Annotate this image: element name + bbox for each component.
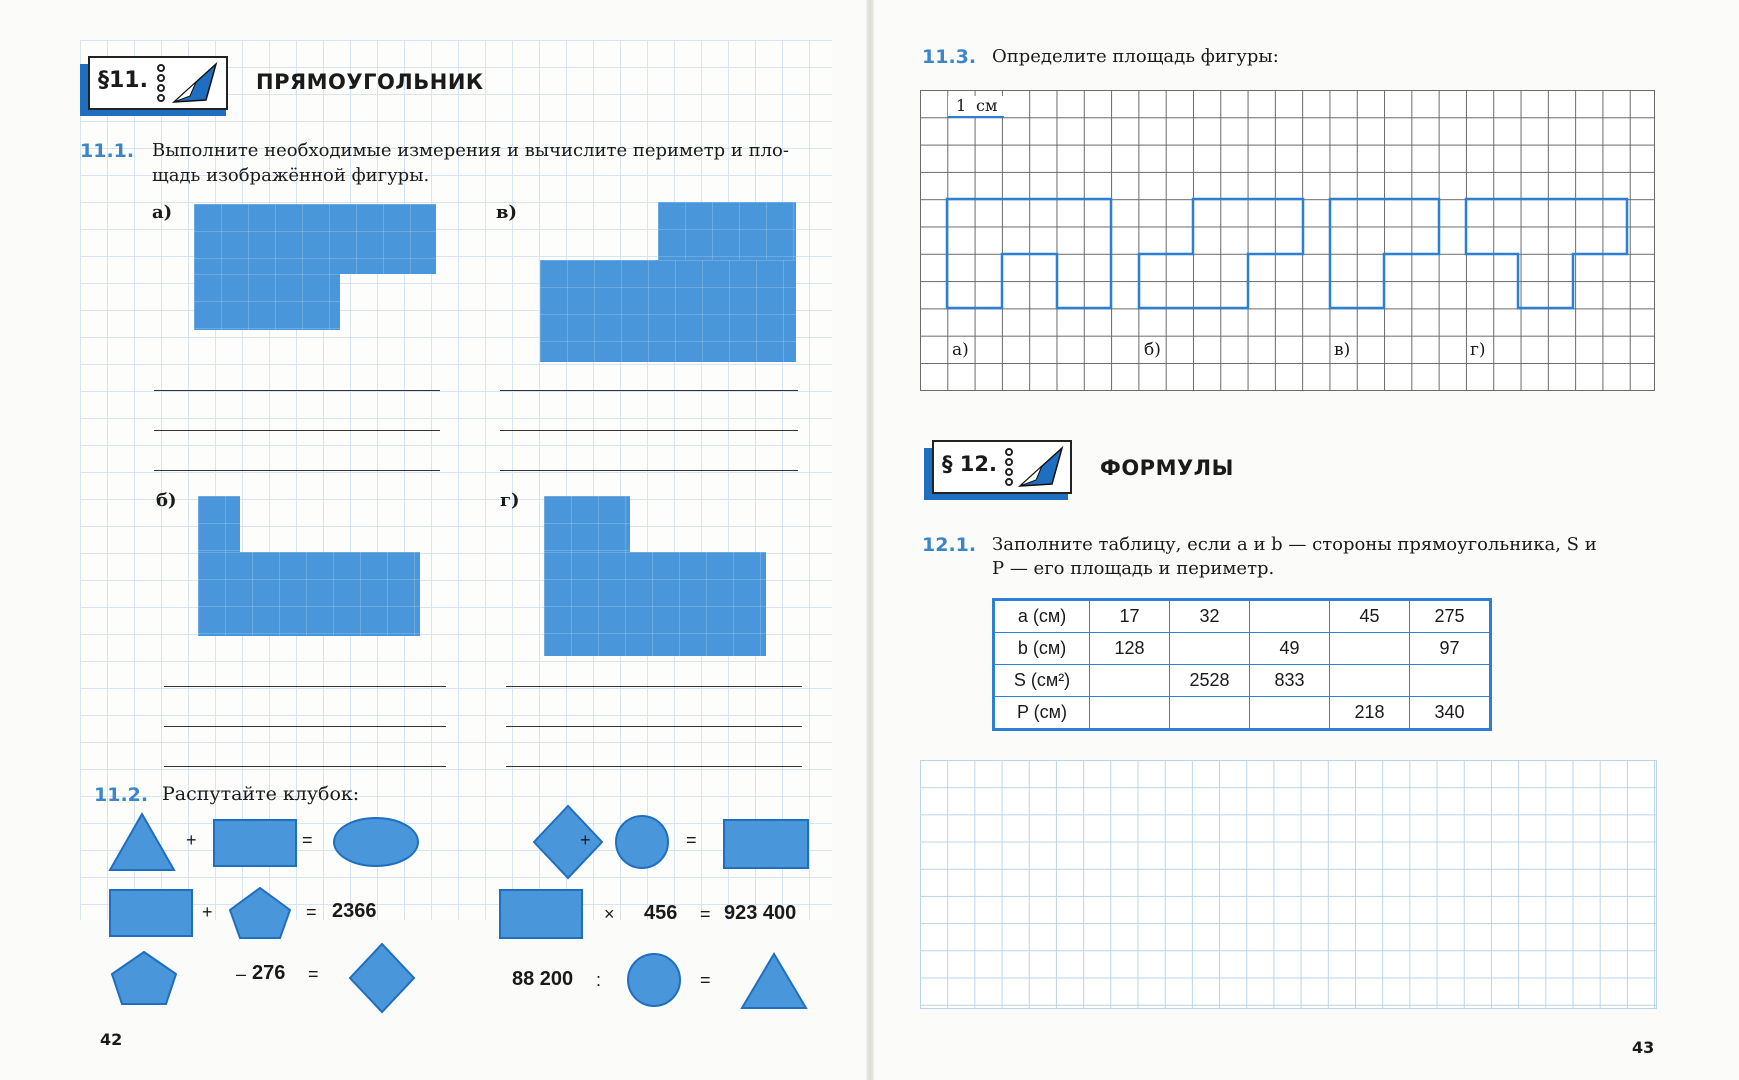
value-923400: 923 400	[724, 902, 797, 924]
table-row	[994, 665, 1491, 697]
figure-11-3-g	[1466, 199, 1627, 308]
rectangle-shape	[214, 820, 296, 866]
label-g: г)	[500, 490, 520, 511]
task-11-3-number: 11.3.	[922, 46, 977, 68]
pentagon-shape	[230, 888, 290, 938]
answer-line[interactable]	[500, 390, 798, 391]
row-header: a (см)	[994, 600, 1090, 633]
op-minus: –	[236, 964, 247, 984]
answer-line[interactable]	[164, 726, 446, 727]
task-11-2-number: 11.2.	[94, 784, 149, 806]
table-cell[interactable]	[1090, 665, 1170, 697]
figure-a-top	[194, 204, 436, 274]
table-cell[interactable]: 17	[1090, 600, 1170, 633]
unit-num: 1	[956, 96, 967, 115]
diamond-shape	[350, 944, 414, 1012]
table-cell[interactable]: 49	[1250, 633, 1330, 665]
op-equals: =	[686, 830, 697, 850]
table-cell[interactable]	[1250, 600, 1330, 633]
spiral-binding-icon	[154, 60, 168, 104]
label-a: а)	[152, 202, 173, 223]
table-cell[interactable]: 32	[1170, 600, 1250, 633]
table-cell[interactable]	[1410, 665, 1491, 697]
rectangle-shape	[724, 820, 808, 868]
table-row	[994, 697, 1491, 730]
op-plus: +	[580, 830, 591, 850]
task-11-3-text: Определите площадь фигуры:	[992, 46, 1279, 67]
area-figures	[920, 90, 1654, 390]
task-11-1-text-line2: щадь изображённой фигуры.	[152, 165, 430, 186]
ellipse-shape	[334, 818, 418, 866]
table-cell[interactable]: 340	[1410, 697, 1491, 730]
table-cell[interactable]: 128	[1090, 633, 1170, 665]
task-12-1-number: 12.1.	[922, 534, 977, 556]
table-cell[interactable]	[1170, 697, 1250, 730]
figure-v-top	[658, 202, 796, 260]
op-colon: :	[596, 970, 602, 990]
op-equals: =	[700, 970, 711, 990]
circle-shape	[628, 954, 680, 1006]
table-cell[interactable]	[1250, 697, 1330, 730]
table-cell[interactable]	[1330, 633, 1410, 665]
diamond-shape	[534, 806, 602, 878]
circle-shape	[616, 816, 668, 868]
triangle-shape	[110, 814, 174, 870]
table-row	[994, 600, 1491, 633]
task-12-1-text-line2: P — его площадь и периметр.	[992, 558, 1275, 579]
figure-b-top	[198, 496, 240, 552]
figure-11-3-b	[1139, 199, 1303, 308]
row-header: S (см²)	[994, 665, 1090, 697]
figure-11-3-v	[1330, 199, 1439, 308]
table-cell[interactable]: 2528	[1170, 665, 1250, 697]
work-grid[interactable]	[920, 760, 1657, 1009]
answer-line[interactable]	[506, 766, 802, 767]
page-number-right: 43	[1632, 1038, 1655, 1057]
label-11-3-a: а)	[952, 340, 969, 360]
op-equals: =	[308, 964, 319, 984]
label-v: в)	[496, 202, 518, 223]
figure-v-bottom	[540, 260, 796, 362]
pentagon-shape	[112, 952, 176, 1004]
spiral-binding-icon	[1002, 444, 1016, 488]
answer-line[interactable]	[506, 686, 802, 687]
figure-a-bottom	[194, 274, 340, 330]
label-11-3-v: в)	[1334, 340, 1351, 360]
table-cell[interactable]	[1330, 665, 1410, 697]
figure-g-bottom	[544, 552, 766, 656]
answer-line[interactable]	[154, 470, 440, 471]
table-cell[interactable]: 97	[1410, 633, 1491, 665]
triangle-shape	[742, 954, 806, 1008]
table-cell[interactable]	[1170, 633, 1250, 665]
answer-line[interactable]	[500, 470, 798, 471]
value-2366: 2366	[332, 900, 377, 922]
figure-g-top	[544, 496, 630, 552]
figure-11-3-a	[947, 199, 1111, 308]
op-equals: =	[700, 904, 711, 924]
pencil-icon	[170, 60, 222, 106]
section-12-title: ФОРМУЛЫ	[1100, 456, 1234, 480]
page-number-left: 42	[100, 1030, 123, 1049]
op-plus: +	[202, 902, 213, 922]
label-b: б)	[156, 490, 177, 511]
answer-line[interactable]	[164, 766, 446, 767]
rectangle-table	[992, 598, 1492, 731]
label-11-3-b: б)	[1144, 340, 1161, 360]
op-times: ×	[604, 904, 615, 924]
section-11-badge	[88, 56, 228, 110]
row-header: b (см)	[994, 633, 1090, 665]
figure-b-bottom	[198, 552, 420, 636]
answer-line[interactable]	[500, 430, 798, 431]
table-cell[interactable]: 833	[1250, 665, 1330, 697]
label-11-3-g: г)	[1470, 340, 1486, 360]
section-12-number: § 12.	[942, 452, 998, 476]
table-cell[interactable]: 275	[1410, 600, 1491, 633]
table-cell[interactable]: 45	[1330, 600, 1410, 633]
op-equals: =	[302, 830, 313, 850]
row-header: P (см)	[994, 697, 1090, 730]
section-11-number: §11.	[98, 68, 148, 93]
unit-label: см	[976, 96, 998, 115]
answer-line[interactable]	[164, 686, 446, 687]
table-row	[994, 633, 1491, 665]
table-cell[interactable]	[1090, 697, 1170, 730]
section-11-title: ПРЯМОУГОЛЬНИК	[256, 70, 484, 94]
answer-line[interactable]	[154, 390, 440, 391]
task-11-1-text-line1: Выполните необходимые измерения и вычислите периметр и пло-	[152, 140, 789, 161]
rectangle-shape	[500, 890, 582, 938]
answer-line[interactable]	[506, 726, 802, 727]
pencil-icon	[1016, 444, 1068, 490]
task-12-1-text-line1: Заполните таблицу, если a и b — стороны прямоугольника, S и	[992, 534, 1597, 555]
answer-line[interactable]	[154, 430, 440, 431]
task-11-2-text: Распутайте клубок:	[162, 783, 360, 805]
value-456: 456	[644, 902, 678, 924]
op-plus: +	[186, 830, 197, 850]
rectangle-shape	[110, 890, 192, 936]
book-spine	[866, 0, 874, 1080]
table-cell[interactable]: 218	[1330, 697, 1410, 730]
task-11-1-number: 11.1.	[80, 140, 135, 162]
section-12-badge	[932, 440, 1072, 494]
op-equals: =	[306, 902, 317, 922]
value-88200: 88 200	[512, 968, 574, 990]
value-276: 276	[252, 962, 286, 984]
